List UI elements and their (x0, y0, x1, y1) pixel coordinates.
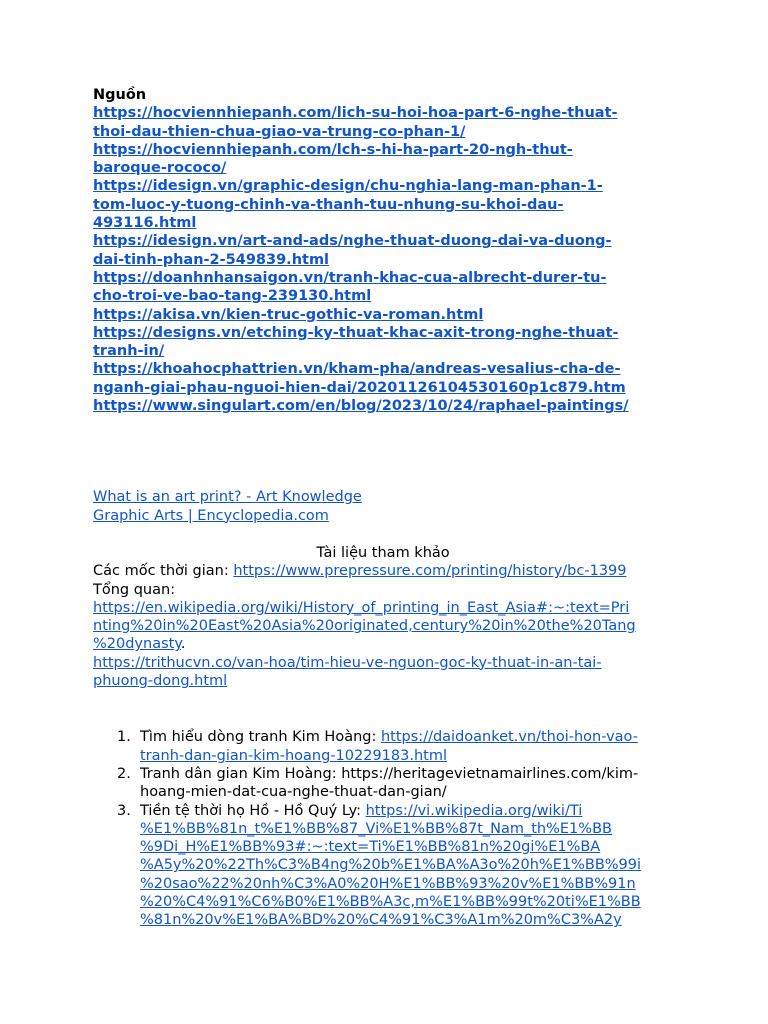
wikipedia-currency-link[interactable]: %9Di_H%E1%BB%93#:~:text=Ti%E1%BB%81n%20gi%E1%BA (140, 839, 601, 856)
sources-section (93, 86, 683, 415)
source-link[interactable]: https://hocviennhiepanh.com/lich-su-hoi-hoa-part-6-nghe-thuat- (93, 105, 618, 122)
graphic-arts-link[interactable]: Graphic Arts | Encyclopedia.com (93, 507, 329, 524)
art-print-link[interactable]: What is an art print? - Art Knowledge (93, 489, 362, 506)
trithuc-link[interactable]: https://trithucvn.co/van-hoa/tim-hieu-ve-nguon-goc-ky-thuat-in-an-tai- (93, 654, 602, 671)
wikipedia-currency-link[interactable]: %A5y%20%22Th%C3%B4ng%20b%E1%BA%A3o%20h%E1%BB%99i (140, 857, 642, 874)
overview-link[interactable]: https://en.wikipedia.org/wiki/History_of_printing_in_East_Asia#:~:text=Pri (93, 599, 630, 616)
overview-link[interactable]: %20dynasty (93, 636, 181, 653)
trithuc-link[interactable]: phuong-dong.html (93, 673, 228, 690)
overview-link[interactable]: nting%20in%20East%20Asia%20originated,century%20in%20the%20Tang (93, 618, 636, 635)
source-link[interactable]: 493116.html (93, 215, 197, 232)
source-link[interactable]: https://khoahocphattrien.vn/kham-pha/andreas-vesalius-cha-de- (93, 361, 621, 378)
list-number: 2. (117, 765, 131, 782)
wikipedia-currency-link[interactable]: %81n%20v%E1%BA%BD%20%C4%91%C3%A1m%20m%C3%A2y (140, 912, 622, 929)
references-title: Tài liệu tham khảo (316, 544, 450, 561)
list-number: 1. (117, 729, 131, 746)
source-link[interactable]: nganh-giai-phau-nguoi-hien-dai/20201126104530160p1c879.htm (93, 379, 626, 396)
list-item-text: hoang-mien-dat-cua-nghe-thuat-dan-gian/ (140, 784, 447, 801)
spacer (93, 525, 683, 544)
list-item (93, 802, 683, 930)
list-item (93, 765, 683, 802)
source-link[interactable]: tom-luoc-y-tuong-chinh-va-thanh-tuu-nhung-su-khoi-dau- (93, 196, 564, 213)
wikipedia-currency-link[interactable]: %E1%BB%81n_t%E1%BB%87_Vi%E1%BB%87t_Nam_th%E1%BB (140, 820, 612, 837)
source-link[interactable]: dai-tinh-phan-2-549839.html (93, 251, 330, 268)
source-link[interactable]: thoi-dau-thien-chua-giao-va-trung-co-phan-1/ (93, 123, 466, 140)
list-item-text: Tranh dân gian Kim Hoàng: https://heritagevietnamairlines.com/kim- (140, 765, 639, 782)
numbered-list (93, 728, 683, 929)
wikipedia-currency-link[interactable]: %20%C4%91%C6%B0%E1%BB%A3c,m%E1%BB%99t%20ti%E1%BB (140, 893, 641, 910)
sources-heading: Nguồn (93, 87, 147, 103)
source-link[interactable]: https://designs.vn/etching-ky-thuat-khac-axit-trong-nghe-thuat- (93, 324, 619, 341)
source-link[interactable]: https://idesign.vn/graphic-design/chu-nghia-lang-man-phan-1- (93, 178, 603, 195)
kim-hoang-link[interactable]: tranh-dan-gian-kim-hoang-10229183.html (140, 747, 447, 764)
list-item-line (140, 728, 683, 746)
source-link[interactable]: https://hocviennhiepanh.com/lch-s-hi-ha-part-20-ngh-thut- (93, 141, 573, 158)
list-number: 3. (117, 802, 131, 819)
source-link[interactable]: tranh-in/ (93, 343, 165, 360)
wikipedia-currency-link[interactable]: %20sao%22%20nh%C3%A0%20H%E1%BB%93%20v%E1%BB%91n (140, 875, 636, 892)
timeline-line (93, 562, 683, 580)
document-body (93, 86, 683, 930)
spacer (93, 415, 683, 488)
source-link[interactable]: https://www.singulart.com/en/blog/2023/10/24/raphael-paintings/ (93, 398, 629, 415)
timeline-link[interactable]: https://www.prepressure.com/printing/history/bc-1399 (233, 563, 627, 580)
list-item (93, 728, 683, 765)
period: . (180, 636, 186, 653)
spacer (93, 690, 683, 728)
list-item-label: Tiền tệ thời họ Hồ - Hồ Quý Ly: (140, 802, 366, 819)
wikipedia-currency-link[interactable]: https://vi.wikipedia.org/wiki/Ti (365, 802, 583, 819)
overview-link-last-line (93, 635, 683, 653)
list-item-line (140, 802, 683, 820)
extra-links (93, 488, 683, 525)
source-link[interactable]: https://doanhnhansaigon.vn/tranh-khac-cua-albrecht-durer-tu- (93, 269, 607, 286)
list-item-label: Tìm hiểu dòng tranh Kim Hoàng: (140, 729, 381, 746)
source-link[interactable]: https://idesign.vn/art-and-ads/nghe-thuat-duong-dai-va-duong- (93, 233, 612, 250)
references-section (93, 544, 683, 690)
timeline-label: Các mốc thời gian: (93, 563, 234, 580)
source-link[interactable]: baroque-rococo/ (93, 160, 227, 177)
kim-hoang-link[interactable]: https://daidoanket.vn/thoi-hon-vao- (380, 729, 638, 746)
source-link[interactable]: https://akisa.vn/kien-truc-gothic-va-roman.html (93, 306, 484, 323)
source-link[interactable]: cho-troi-ve-bao-tang-239130.html (93, 288, 372, 305)
overview-label: Tổng quan: (93, 581, 176, 598)
